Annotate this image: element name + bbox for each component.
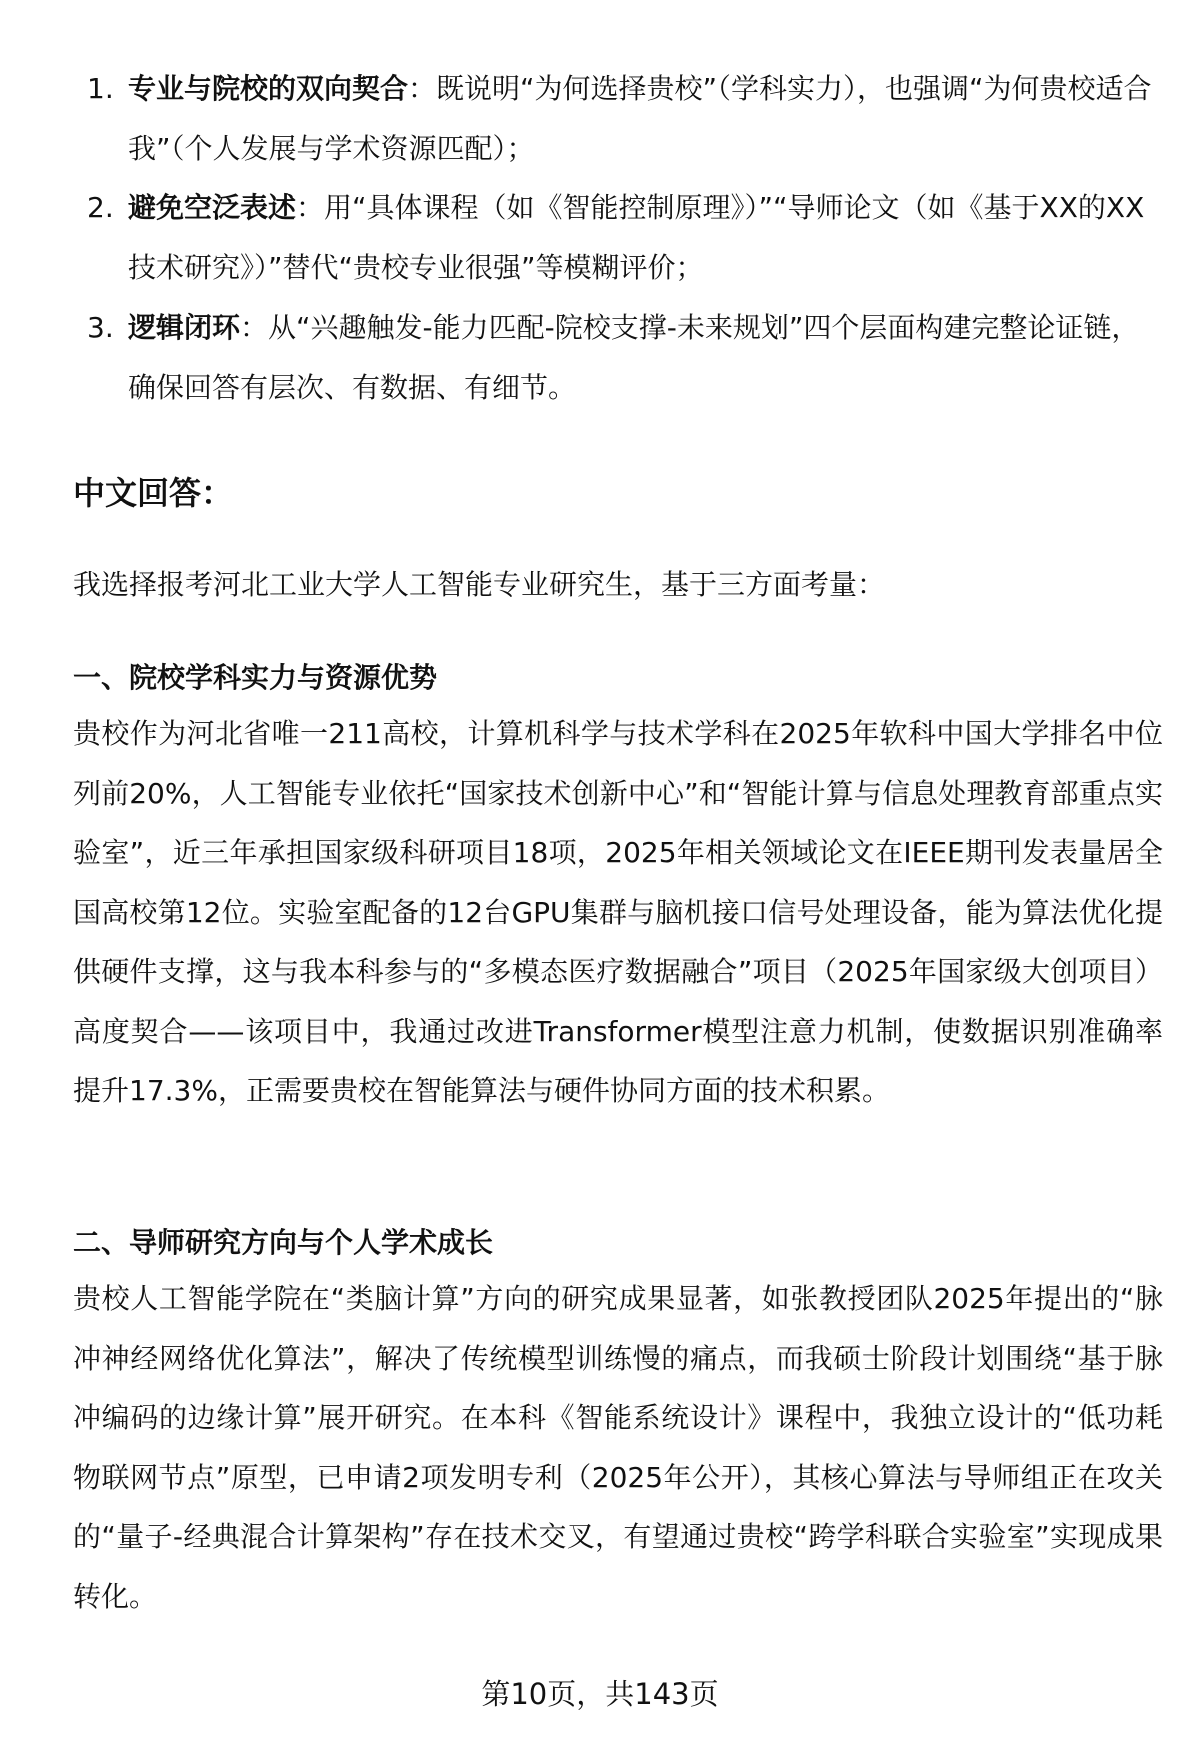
list-item-title: 专业与院校的双向契合 — [128, 72, 409, 105]
list-number: 1. — [87, 72, 114, 105]
list-number: 3. — [87, 311, 114, 344]
list-item-text: ：从“兴趣触发-能力匹配-院校支撑-未来规划”四个层面构建完整论证链，确保回答有层次、有数据、有细节。 — [128, 311, 1140, 404]
list-item — [87, 59, 1157, 178]
section-body: 贵校作为河北省唯一211高校，计算机科学与技术学科在2025年软科中国大学排名中位列前20%，人工智能专业依托“国家技术创新中心”和“智能计算与信息处理教育部重点实验室”，近三年承担国家级科研项目18项，2025年相关领域论文在IEEE期刊发表量居全国高校第12位。实验室配备的12台GPU集群与脑机接口信号处理设备，能为算法优化提供硬件支撑，这与我本科参与的“多模态医疗数据融合”项目（2025年国家级大创项目）高度契合——该项目中，我通过改进Transformer模型注意力机制，使数据识别准确率提升17.3%，正需要贵校在智能算法与硬件协同方面的技术积累。 — [73, 717, 1163, 1107]
section-heading: 一、院校学科实力与资源优势 — [73, 661, 438, 694]
answer-heading: 中文回答： — [73, 474, 234, 512]
list-item-title: 逻辑闭环 — [128, 311, 241, 344]
list-item — [87, 178, 1157, 297]
section-body: 贵校人工智能学院在“类脑计算”方向的研究成果显著，如张教授团队2025年提出的“脉冲神经网络优化算法”，解决了传统模型训练慢的痛点，而我硕士阶段计划围绕“基于脉冲编码的边缘计算”展开研究。在本科《智能系统设计》课程中，我独立设计的“低功耗物联网节点”原型，已申请2项发明专利（2025年公开），其核心算法与导师组正在攻关的“量子-经典混合计算架构”存在技术交叉，有望通过贵校“跨学科联合实验室”实现成果转化。 — [73, 1282, 1163, 1613]
list-item — [87, 298, 1157, 417]
list-item-text: ：用“具体课程（如《智能控制原理》）”“导师论文（如《基于XX的XX技术研究》）”替代“贵校专业很强”等模糊评价； — [128, 191, 1145, 284]
list-item-title: 避免空泛表述 — [128, 191, 297, 224]
list-item-text: ：既说明“为何选择贵校”（学科实力），也强调“为何贵校适合我”（个人发展与学术资源匹配）； — [128, 72, 1152, 165]
intro-paragraph: 我选择报考河北工业大学人工智能专业研究生，基于三方面考量： — [73, 568, 886, 601]
page-number: 第10页，共143页 — [481, 1677, 719, 1711]
section-heading: 二、导师研究方向与个人学术成长 — [73, 1226, 494, 1259]
list-number: 2. — [87, 191, 114, 224]
